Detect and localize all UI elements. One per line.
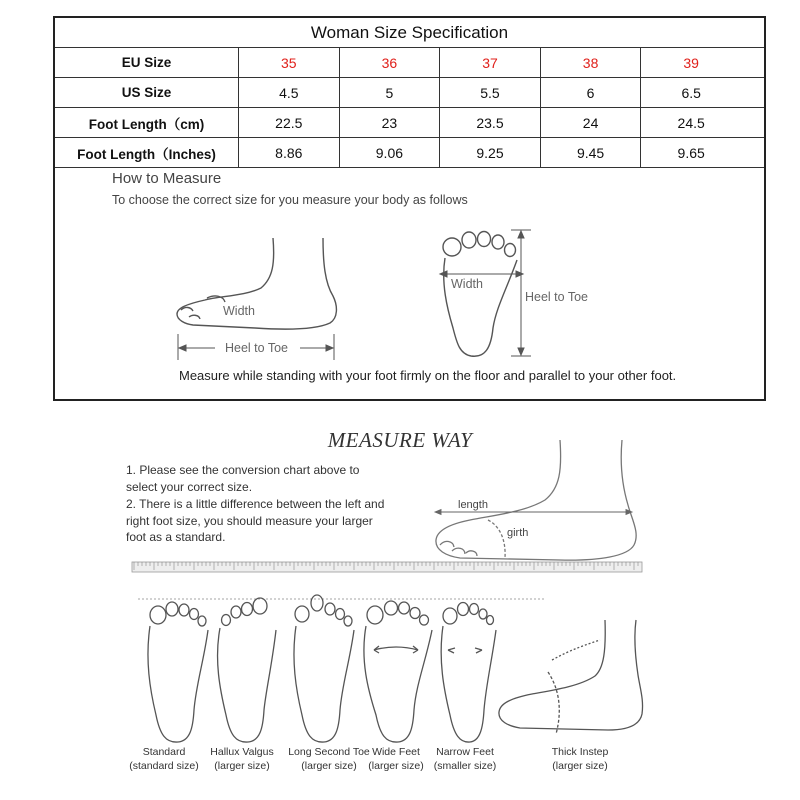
table-cell: 36 bbox=[339, 48, 440, 77]
measure-step: 1. Please see the conversion chart above to select your correct size. bbox=[126, 463, 360, 494]
table-cell: 23.5 bbox=[439, 108, 540, 137]
foot-type-standard bbox=[119, 745, 209, 773]
side-length-label: Heel to Toe bbox=[225, 341, 289, 355]
table-cell: 38 bbox=[540, 48, 641, 77]
how-to-measure-subtitle: To choose the correct size for you measure your body as follows bbox=[112, 193, 468, 207]
foot-type-name: Narrow Feet bbox=[436, 746, 494, 758]
foot-type-note: (larger size) bbox=[552, 760, 608, 772]
top-width-label: Width bbox=[451, 277, 483, 291]
foot-type-note: (larger size) bbox=[368, 760, 424, 772]
table-cell: 4.5 bbox=[238, 78, 339, 107]
standard-foot-icon bbox=[148, 602, 208, 742]
foot-type-name: Long Second Toe bbox=[288, 746, 370, 758]
table-cell: 22.5 bbox=[238, 108, 339, 137]
table-cell: 6.5 bbox=[640, 78, 741, 107]
narrow-feet-foot-icon bbox=[441, 603, 496, 743]
foot-type-note: (larger size) bbox=[214, 760, 270, 772]
table-cell: 5.5 bbox=[439, 78, 540, 107]
table-cell: 37 bbox=[439, 48, 540, 77]
foot-type-note: (standard size) bbox=[129, 760, 199, 772]
table-cell: 24 bbox=[540, 108, 641, 137]
thick-instep-foot-icon bbox=[499, 620, 643, 734]
measure-way-illustration bbox=[0, 400, 800, 800]
measure-step: 2. There is a little difference between the left and right foot size, you should measure your larger foot as a standard. bbox=[126, 497, 385, 544]
table-row-foot-length-cm bbox=[55, 108, 764, 138]
size-table bbox=[53, 16, 766, 401]
foot-type-name: Standard bbox=[142, 746, 186, 758]
foot-type-thick-instep bbox=[535, 745, 625, 773]
ruler-icon bbox=[132, 562, 642, 572]
foot-type-name: Hallux Valgus bbox=[210, 746, 274, 758]
table-cell: 9.06 bbox=[339, 138, 440, 167]
table-cell: 9.45 bbox=[540, 138, 641, 167]
length-label: length bbox=[458, 499, 488, 511]
row-label: Foot Length（Inches) bbox=[77, 146, 216, 162]
measure-way-title: MEASURE WAY bbox=[327, 428, 473, 452]
girth-label: girth bbox=[507, 527, 529, 539]
how-to-measure-title: How to Measure bbox=[112, 170, 222, 187]
side-foot-icon bbox=[177, 238, 336, 329]
foot-type-narrow-feet bbox=[420, 745, 510, 773]
table-title: Woman Size Specification bbox=[55, 18, 764, 48]
row-label: Foot Length（cm) bbox=[88, 116, 205, 132]
top-length-label: Heel to Toe bbox=[525, 290, 589, 304]
table-cell: 24.5 bbox=[640, 108, 741, 137]
table-row-eu-size bbox=[55, 48, 764, 78]
side-width-label: Width bbox=[223, 304, 255, 318]
hallux-valgus-foot-icon bbox=[218, 598, 276, 742]
top-measure-arrows bbox=[440, 230, 531, 356]
table-cell: 23 bbox=[339, 108, 440, 137]
wide-feet-foot-icon bbox=[364, 601, 432, 742]
how-to-measure-panel bbox=[55, 168, 764, 399]
table-cell: 9.25 bbox=[439, 138, 540, 167]
long-second-toe-foot-icon bbox=[294, 595, 354, 742]
table-cell: 6 bbox=[540, 78, 641, 107]
table-cell: 5 bbox=[339, 78, 440, 107]
foot-type-hallux-valgus bbox=[197, 745, 287, 773]
table-cell: 35 bbox=[238, 48, 339, 77]
row-label: EU Size bbox=[121, 55, 172, 70]
table-row-us-size bbox=[55, 78, 764, 108]
table-row-foot-length-inches bbox=[55, 138, 764, 168]
top-foot-icon bbox=[443, 232, 517, 357]
foot-type-note: (larger size) bbox=[301, 760, 357, 772]
how-to-measure-note: Measure while standing with your foot firmly on the floor and parallel to your other foot. bbox=[179, 368, 677, 383]
table-cell: 8.86 bbox=[238, 138, 339, 167]
foot-type-note: (smaller size) bbox=[433, 760, 497, 772]
foot-type-name: Wide Feet bbox=[372, 746, 420, 758]
row-label: US Size bbox=[121, 85, 172, 100]
foot-type-name: Thick Instep bbox=[551, 746, 609, 758]
table-cell: 9.65 bbox=[640, 138, 741, 167]
table-cell: 39 bbox=[640, 48, 741, 77]
